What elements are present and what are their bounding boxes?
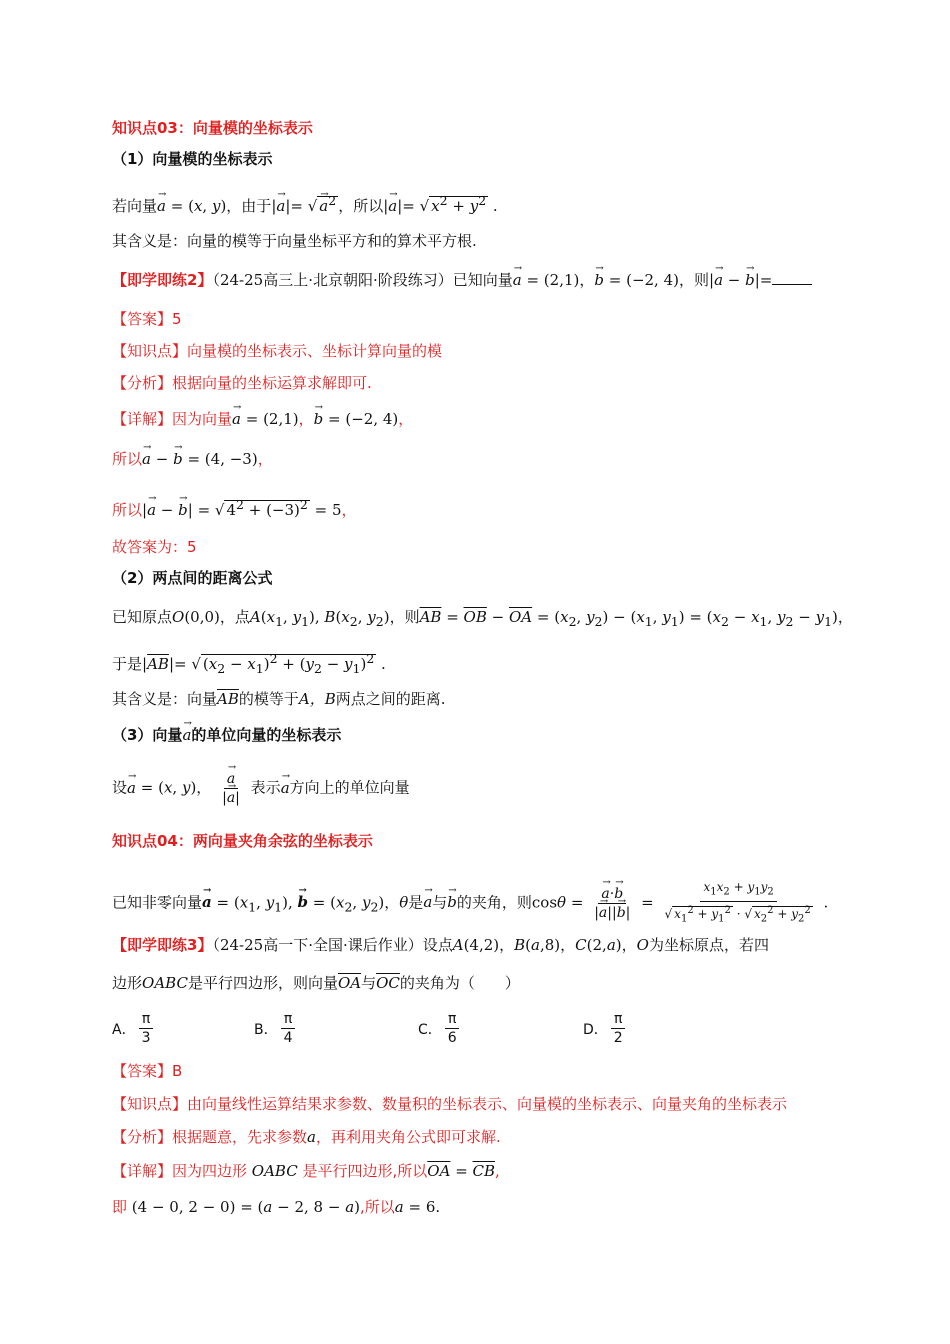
knowledge-point-label: 【知识点】由向量线性运算结果求参数、数量积的坐标表示、向量模的坐标表示、向量夹角的坐标表示 bbox=[112, 1095, 788, 1113]
modulus-meaning-text: 其含义是：向量的模等于向量坐标平方和的算术平方根. bbox=[112, 232, 477, 250]
knowledge-point-label: 【知识点】向量模的坐标表示、坐标计算向量的模 bbox=[112, 342, 443, 360]
exercise-tag: 【即学即练2】 bbox=[112, 271, 213, 289]
option-b[interactable]: B． $\frac{\pi}{4}$ bbox=[254, 1010, 299, 1047]
distance-result-line: 于是$|\overline{AB}|=$ √ $(x_2 - x_1)^2 + (y_2 - y_1)^2$ . bbox=[112, 651, 386, 676]
subsection-heading-2: （2）两点间的距离公式 bbox=[112, 569, 273, 587]
option-a[interactable]: A． $\frac{\pi}{3}$ bbox=[112, 1010, 157, 1047]
exercise-3-question-line-1: 【即学即练3】（24-25高一下·全国·课后作业）设点A(4,2)，B(a,8)，C(2,a)，O为坐标原点，若四 bbox=[112, 936, 769, 954]
conclusion-label: 故答案为：5 bbox=[112, 538, 197, 556]
distance-meaning-line: 其含义是：向量$\overline{AB}$的模等于A，B两点之间的距离. bbox=[112, 690, 446, 708]
subsection-heading-1: （1）向量模的坐标表示 bbox=[112, 150, 273, 168]
detail-line-3: 所以|→ a − → b| = √ $4^2 + (-3)^2 = 5$， bbox=[112, 494, 357, 521]
detail-line-1: 【详解】因为四边形 OABC 是平行四边形,所以$\overline{OA} = \overline{CB}$, bbox=[112, 1162, 500, 1180]
subsection-heading-3: （3）向量→ a的单位向量的坐标表示 bbox=[112, 724, 341, 746]
answer-blank bbox=[772, 270, 812, 285]
exercise-tag: 【即学即练3】 bbox=[112, 936, 213, 954]
section-title-kp04: 知识点04：两向量夹角余弦的坐标表示 bbox=[112, 832, 373, 850]
answer-label: 【答案】5 bbox=[112, 310, 182, 328]
section-title-kp03: 知识点03：向量模的坐标表示 bbox=[112, 119, 313, 137]
exercise-3-question-line-2: 边形OABC是平行四边形，则向量$\overline{OA}$与$\overline{OC}$的夹角为（ ） bbox=[112, 974, 520, 992]
detail-line-2: 即 (4 − 0, 2 − 0) = (a − 2, 8 − a),所以a = 6. bbox=[112, 1198, 441, 1216]
analysis-label: 【分析】根据题意，先求参数a，再利用夹角公式即可求解. bbox=[112, 1128, 501, 1146]
detail-line-1: 【详解】因为向量→ a = (2,1)，→ b = (−2, 4)， bbox=[112, 408, 413, 430]
unit-vector-line: 设→ a = (x, y)， → $\frac{a}{|\to a|}$ 表示→ a方向上的单位向量 bbox=[112, 770, 410, 807]
option-d[interactable]: D． $\frac{\pi}{2}$ bbox=[583, 1010, 629, 1047]
modulus-formula-line: 若向量→ a = (x, y)，由于|→ a|= √ → $a^2$ ，所以|→ a|= √ $x^2 + y^2$ . bbox=[112, 190, 498, 217]
analysis-label: 【分析】根据向量的坐标运算求解即可. bbox=[112, 374, 372, 392]
exercise-2-question: 【即学即练2】（24-25高三上·北京朝阳·阶段练习）已知向量→ a = (2,1)，→ b = (−2, 4)，则|→ a − → b|= bbox=[112, 269, 812, 291]
answer-label: 【答案】B bbox=[112, 1062, 183, 1080]
distance-formula-line: 已知原点O(0,0)，点$A(x_1$, $y_1$), $B(x_2$, $y_2$)，则$\overline{AB} = \overline{OB} - \overline{OA} = (x_2$, $y_2) - (x_1$, $y_1) = (x_2 - x_1$, $y_2 - y_1$)， bbox=[112, 608, 853, 629]
detail-line-2: 所以→ a − → b = (4, −3)， bbox=[112, 448, 273, 470]
option-c[interactable]: C． $\frac{\pi}{6}$ bbox=[418, 1010, 463, 1047]
cosine-formula-line: 已知非零向量→ $a = (x_1$, $y_1$), → $b = (x_2$, $y_2$)，θ是→ a与→ b的夹角，则cosθ = → $\frac{a\cdot\to b}{|\to a||\to b|}$ = $\frac{x_1x_2 + y_1y_2}{√ x_1^2 + y_1^2 \cdot √ x_2^2 + y_2^2}$ . bbox=[112, 878, 828, 929]
